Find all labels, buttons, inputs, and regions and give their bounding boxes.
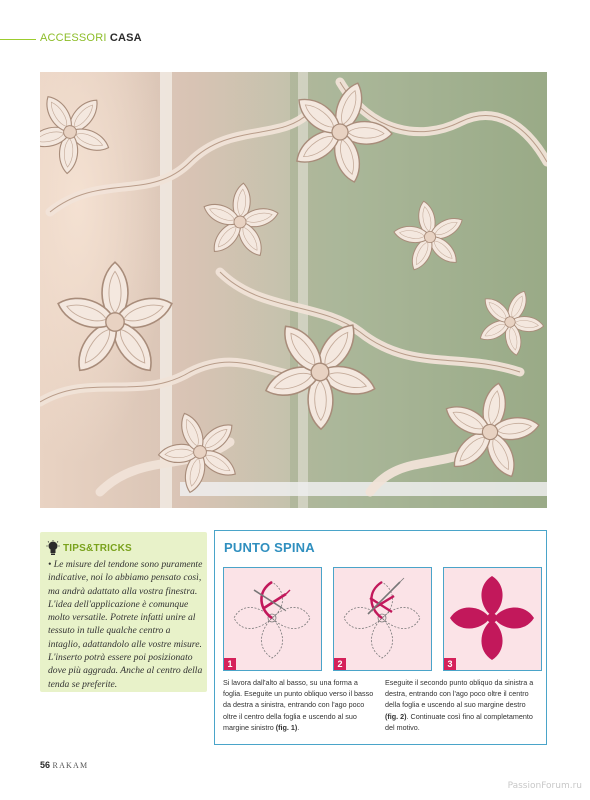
stitch-instructions-box	[214, 530, 547, 745]
tips-header	[46, 540, 132, 556]
stitch-step-3-diagram	[444, 568, 541, 670]
instruction-2-end: . Continuate così fino al completamento del motivo.	[385, 711, 533, 732]
instruction-1-text: Si lavora dall'alto al basso, su una forma a foglia. Eseguite un punto obliquo verso il basso da destra a sinistra, entrando con l'ago poco oltre il centro della foglia e uscendo al suo margine sinistro	[223, 678, 374, 732]
tips-title: TIPS&TRICKS	[63, 542, 132, 554]
figure-2-number: 2	[334, 658, 346, 670]
figure-1-number: 1	[224, 658, 236, 670]
section-title	[40, 32, 142, 44]
page-footer	[40, 760, 88, 770]
tips-text: • Le misure del tendone sono puramente indicative, noi lo abbiamo pensato così, ma andrà adattato alla vostra finestra. L'idea dell'applicazione è comunque molto versatile. Potrete infatti unire al tessuto in tulle qualche centro a intaglio, adattandolo alle vostre misure. L'inserto potrà essere poi posizionato dove più aggrada. Anche al centro della tenda se preferite.	[48, 559, 203, 690]
stitch-step-1-diagram	[224, 568, 321, 670]
instruction-paragraph-1	[223, 677, 375, 733]
page-number: 56	[40, 760, 51, 770]
watermark: PassionForum.ru	[507, 781, 582, 791]
figure-2	[333, 567, 432, 671]
lace-curtain-photo	[40, 72, 547, 508]
stitch-title: PUNTO SPINA	[224, 540, 315, 555]
figure-3-number: 3	[444, 658, 456, 670]
section-label: ACCESSORI	[40, 32, 107, 44]
tips-box	[40, 532, 207, 692]
instruction-1-figref: (fig. 1)	[275, 722, 298, 732]
instruction-2-text: Eseguite il secondo punto obliquo da sinistra a destra, entrando con l'ago poco oltre il centro della foglia e uscendo al suo margine destro	[385, 678, 534, 710]
magazine-name: RAKAM	[52, 761, 89, 770]
figure-1	[223, 567, 322, 671]
instruction-2-figref: (fig. 2)	[385, 711, 407, 721]
lightbulb-icon	[46, 540, 60, 556]
section-label-bold: CASA	[109, 32, 142, 44]
figure-3	[443, 567, 542, 671]
stitch-step-2-diagram	[334, 568, 431, 670]
instruction-1-end: .	[297, 722, 300, 732]
header-rule	[0, 39, 36, 40]
instruction-paragraph-2	[385, 677, 540, 733]
